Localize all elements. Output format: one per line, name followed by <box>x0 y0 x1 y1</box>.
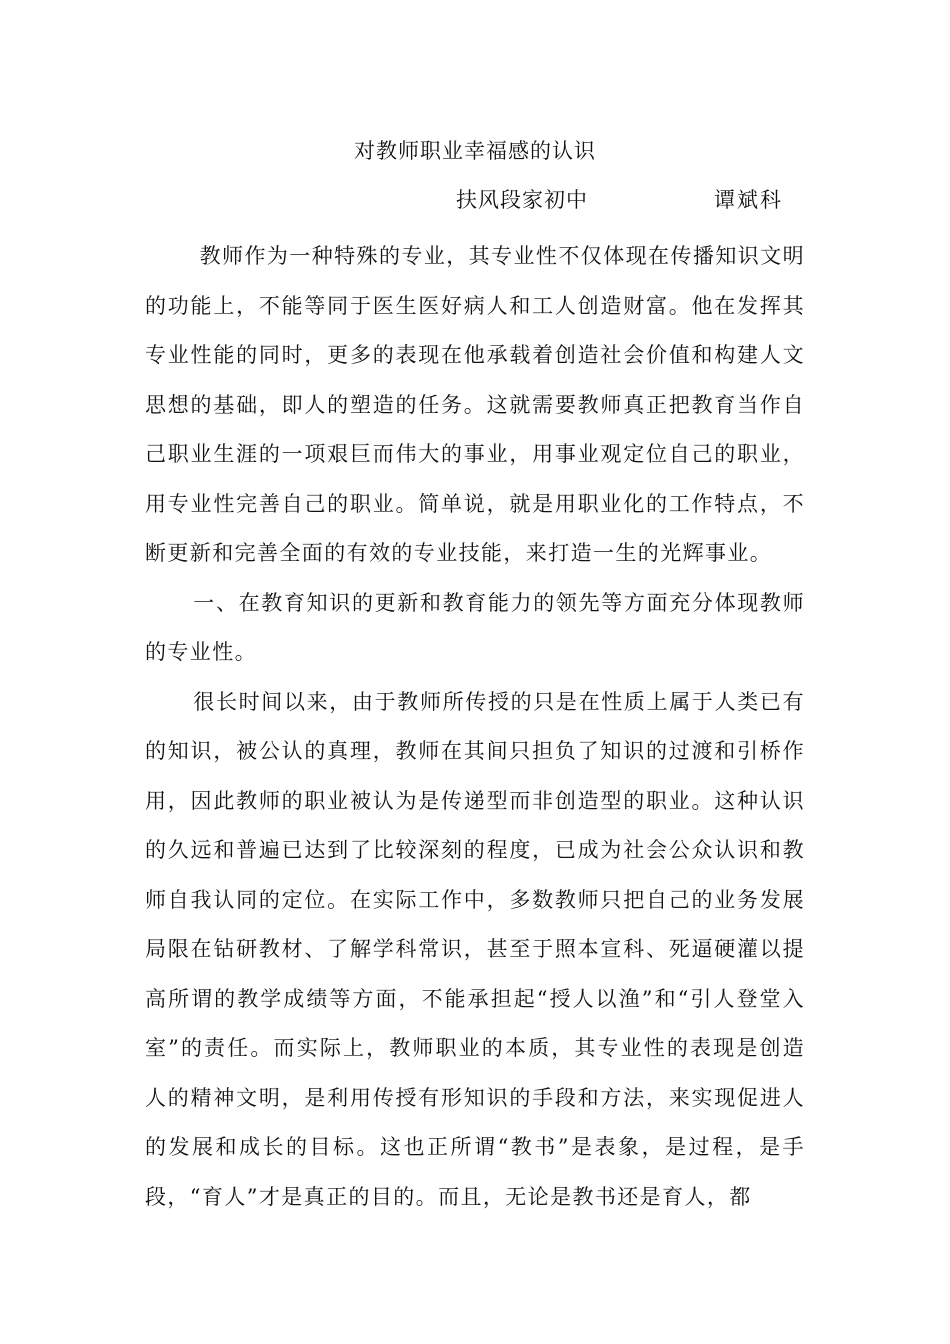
document-body <box>145 232 805 1222</box>
document-title: 对教师职业幸福感的认识 <box>354 139 596 163</box>
author-line <box>456 185 796 215</box>
author-name: 谭斌科 <box>714 188 783 212</box>
school-name: 扶风段家初中 <box>456 188 588 212</box>
section-heading-1: 一、在教育知识的更新和教育能力的领先等方面充分体现教师的专业性。 <box>145 590 805 664</box>
paragraph-intro: 教师作为一种特殊的专业，其专业性不仅体现在传播知识文明的功能上，不能等同于医生医好病人和工人创造财富。他在发挥其专业性能的同时，更多的表现在他承载着创造社会价值和构建人文思想的基础，即人的塑造的任务。这就需要教师真正把教育当作自己职业生涯的一项艰巨而伟大的事业，用事业观定位自己的职业，用专业性完善自己的职业。简单说，就是用职业化的工作特点，不断更新和完善全面的有效的专业技能，来打造一生的光辉事业。 <box>145 244 805 565</box>
paragraph-body: 很长时间以来，由于教师所传授的只是在性质上属于人类已有的知识，被公认的真理，教师在其间只担负了知识的过渡和引桥作用，因此教师的职业被认为是传递型而非创造型的职业。这种认识的久远和普遍已达到了比较深刻的程度，已成为社会公众认识和教师自我认同的定位。在实际工作中，多数教师只把自己的业务发展局限在钻研教材、了解学科常识，甚至于照本宣科、死逼硬灌以提高所谓的教学成绩等方面，不能承担起“授人以渔”和“引人登堂入室”的责任。而实际上，教师职业的本质，其专业性的表现是创造人的精神文明，是利用传授有形知识的手段和方法，来实现促进人的发展和成长的目标。这也正所谓“教书”是表象，是过程，是手段，“育人”才是真正的目的。而且，无论是教书还是育人，都 <box>145 689 805 1209</box>
